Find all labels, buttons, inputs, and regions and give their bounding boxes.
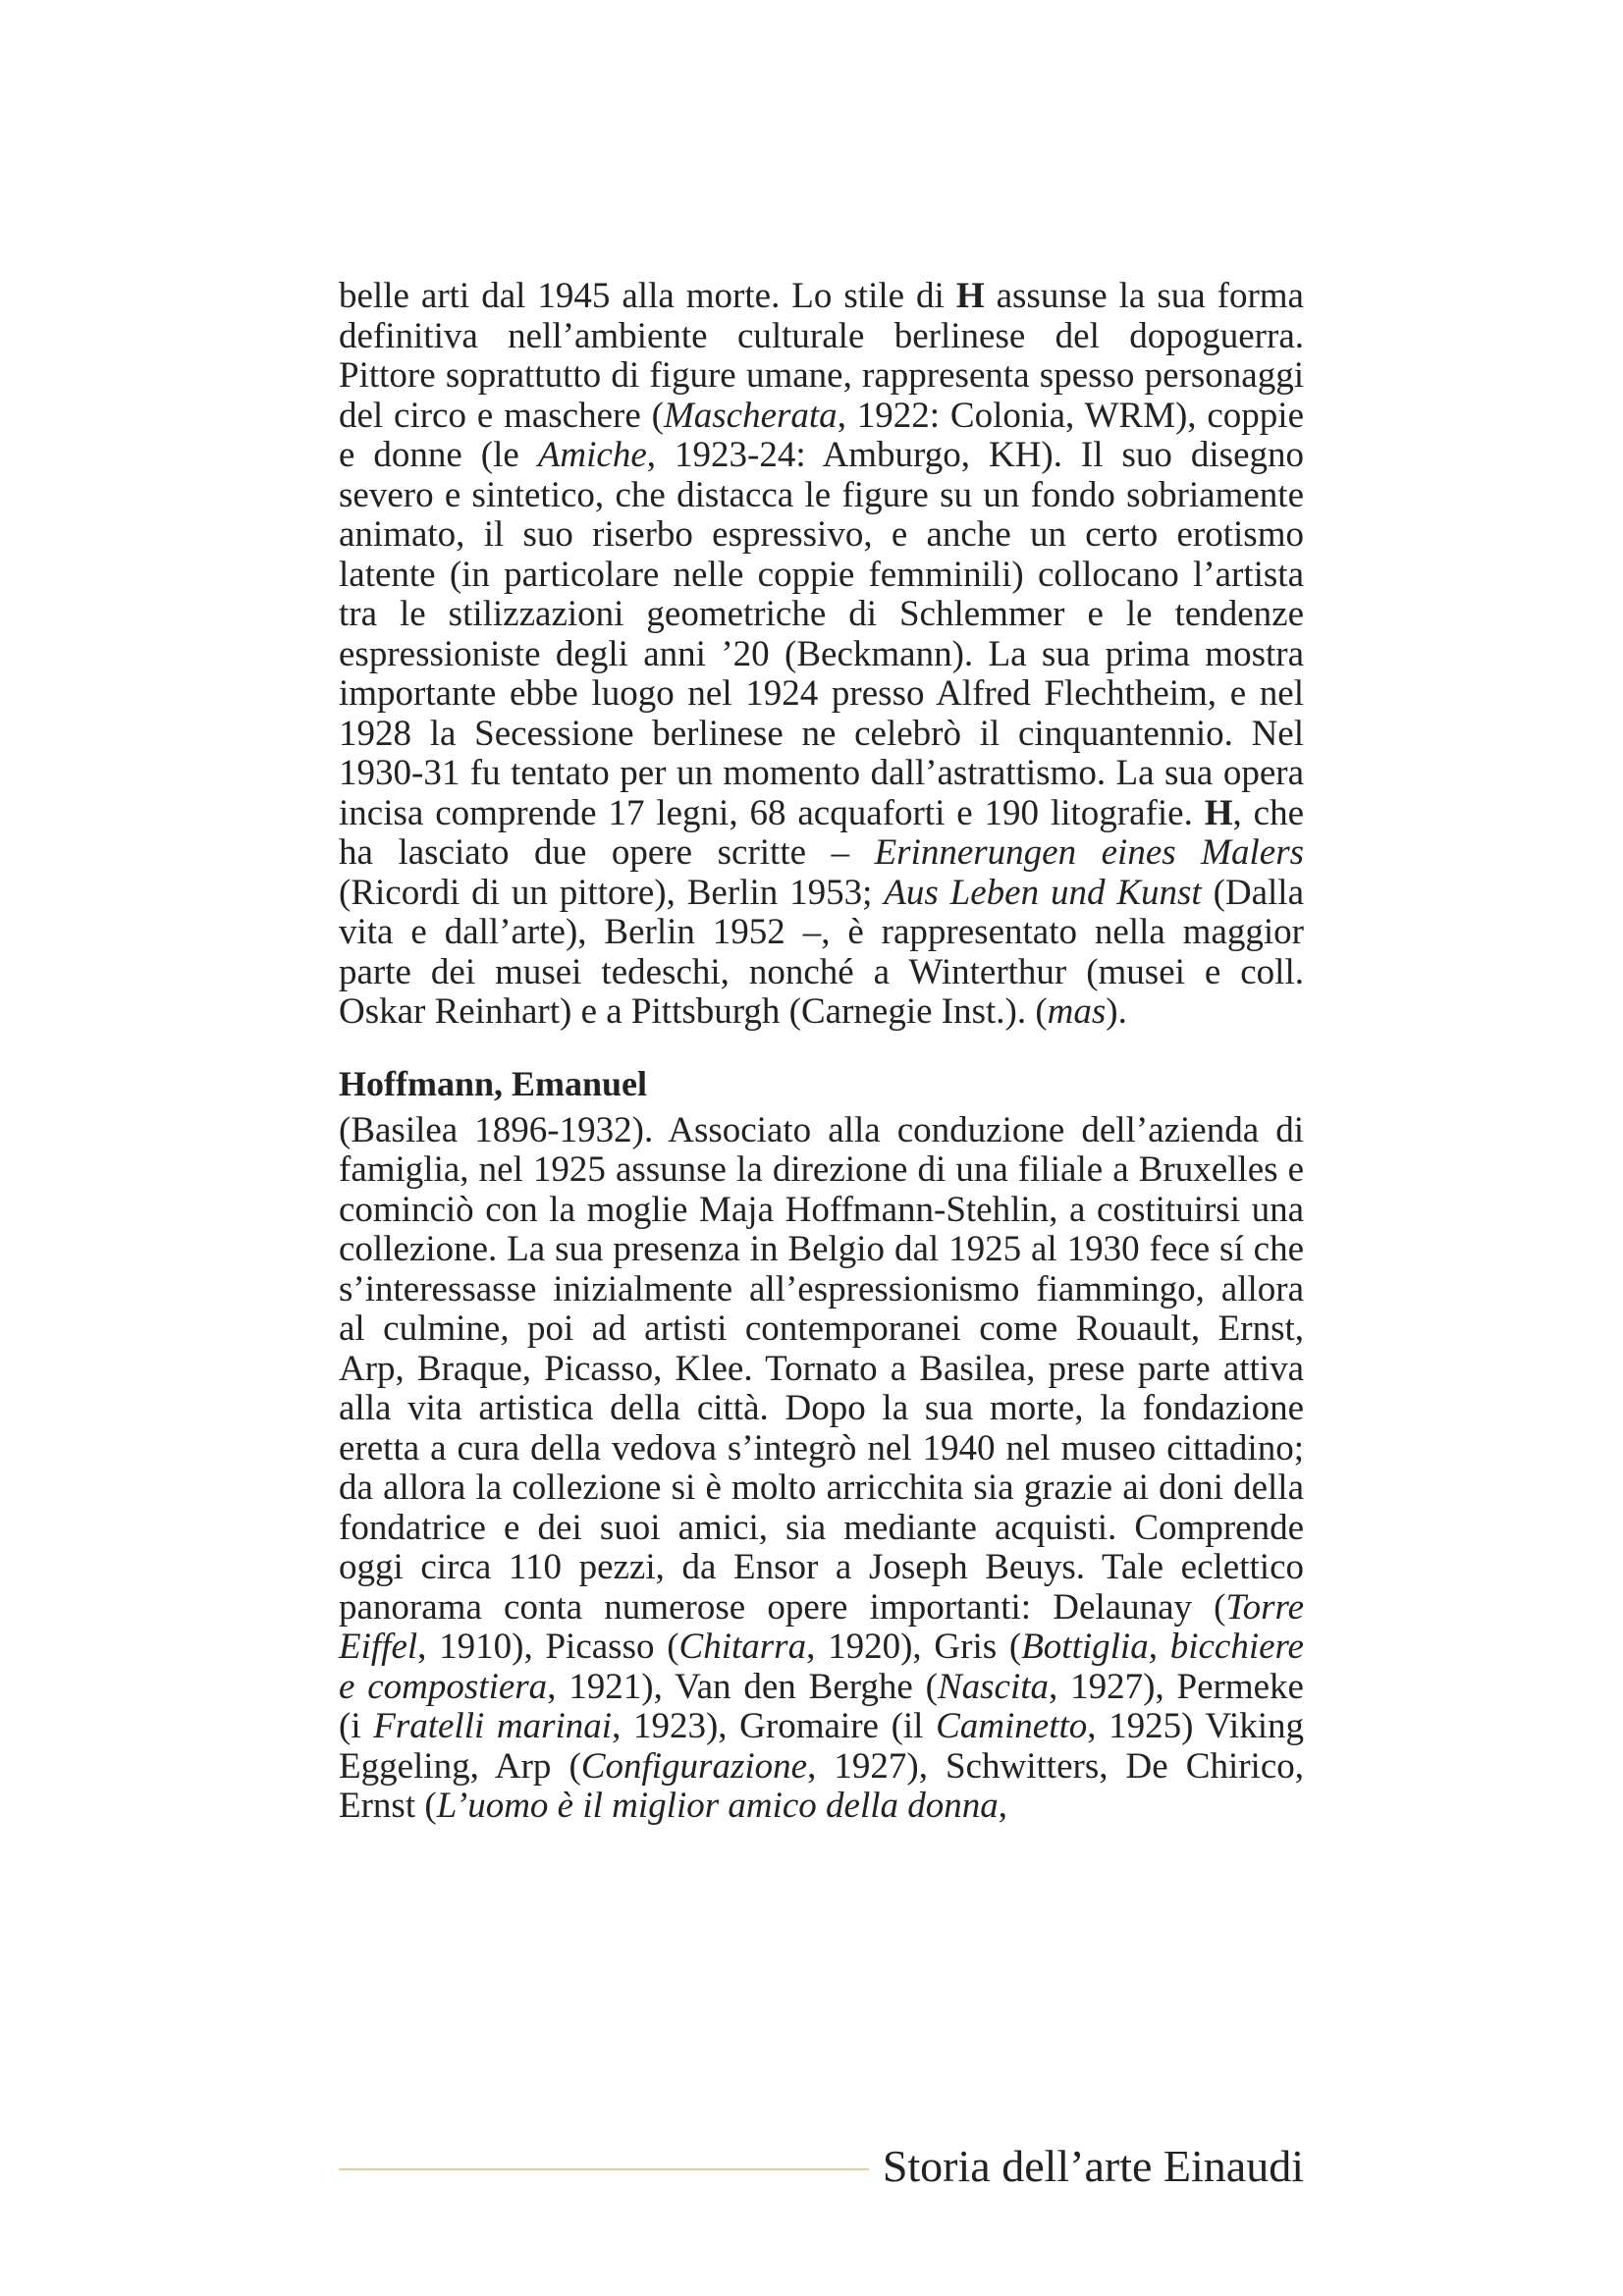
text-run: (Dalla vita e dall’arte), Berlin 1952 –, è rappresentato nella maggior parte dei musei tedeschi, nonché a Winterthur (musei e coll. Oskar Reinhart) e a Pittsburgh (Carnegie Inst.). ( [339,872,1305,1032]
text-run: , 1927), Permeke (i [339,1666,1304,1746]
italic-run: Nascita [937,1666,1050,1707]
text-run: , 1920), Gris ( [806,1627,1022,1667]
italic-run: L’uomo è il miglior amico della donna [436,1786,999,1826]
italic-run: Torre Eiffel [339,1586,1304,1667]
italic-run: Fratelli marinai [373,1706,613,1746]
italic-run: mas [1047,991,1107,1032]
bold-run: H [1204,792,1233,833]
italic-run: Bottiglia, bicchiere e compostiera [339,1627,1304,1707]
entry-continued-paragraph [339,277,1304,1033]
text-run: , 1921), Van den Berghe ( [547,1666,938,1707]
text-run: , 1910), Picasso ( [417,1627,679,1667]
text-run: ). [1106,991,1127,1032]
italic-run: Configurazione [580,1745,808,1787]
italic-run: Caminetto [936,1706,1088,1746]
footer-title: Storia dell’arte Einaudi [882,2141,1304,2191]
italic-run: Mascherata [663,395,838,436]
page-content [339,277,1304,1827]
text-run: (Ricordi di un pittore), Berlin 1953; [339,872,885,913]
text-run: , che ha lasciato due opere scritte – [339,792,1304,873]
text-run: , 1923-24: Amburgo, KH). Il suo disegno severo e sintetico, che distacca le figure su un fondo sobriamente animato, il suo riserbo espressivo, e anche un certo erotismo latente (in particolare nelle coppie femminili) collocano l’artista tra le stilizzazioni geometriche di Schlemmer e le tendenze espressioniste degli anni ’20 (Beckmann). La sua prima mostra importante ebbe luogo nel 1924 presso Alfred Flechtheim, e nel 1928 la Secessione berlinese ne celebrò il cinquantennio. Nel 1930-31 fu tentato per un momento dall’astrattismo. La sua opera incisa comprende 17 legni, 68 acquaforti e 190 litografie. [339,435,1305,833]
text-run: (Basilea 1896-1932). Associato alla conduzione dell’azienda di famiglia, nel 1925 assunse la direzione di una filiale a Bruxelles e cominciò con la moglie Maja Hoffmann-Stehlin, a costituirsi una collezione. La sua presenza in Belgio dal 1925 al 1930 fece sí che s’interessasse inizialmente all’espressionismo fiammingo, allora al culmine, poi ad artisti contemporanei come Rouault, Ernst, Arp, Braque, Picasso, Klee. Tornato a Basilea, prese parte attiva alla vita artistica della città. Dopo la sua morte, la fondazione eretta a cura della vedova s’integrò nel 1940 nel museo cittadino; da allora la collezione si è molto arricchita sia grazie ai doni della fondatrice e dei suoi amici, sia mediante acquisti. Comprende oggi circa 110 pezzi, da Ensor a Joseph Beuys. Tale eclettico panorama conta numerose opere importanti: Delaunay ( [339,1109,1304,1628]
entry-heading: Hoffmann, Emanuel [339,1063,648,1103]
italic-run: Erinnerungen eines Malers [874,832,1304,873]
text-run: , 1922: Colonia, WRM), coppie e donne (le [339,395,1304,475]
text-run: , 1925) Viking Eggeling, Arp ( [339,1706,1304,1787]
italic-run: Amiche [537,435,647,475]
italic-run: Aus Leben und Kunst [884,872,1202,913]
text-run: belle arti dal 1945 alla morte. Lo stile di [339,276,956,316]
entry-body-paragraph [339,1111,1304,1827]
text-run: , [998,1786,1008,1826]
italic-run: Chitarra [678,1627,807,1667]
text-run: , 1923), Gromaire (il [612,1706,937,1746]
text-run: , 1927), Schwitters, De Chirico, Ernst ( [339,1745,1305,1826]
text-run: assunse la sua forma definitiva nell’ambiente culturale berlinese del dopoguerra. Pittore soprattutto di figure umane, rappresenta spesso personaggi del circo e maschere ( [339,276,1304,436]
bold-run: H [955,276,985,316]
footer-rule [339,2168,869,2170]
